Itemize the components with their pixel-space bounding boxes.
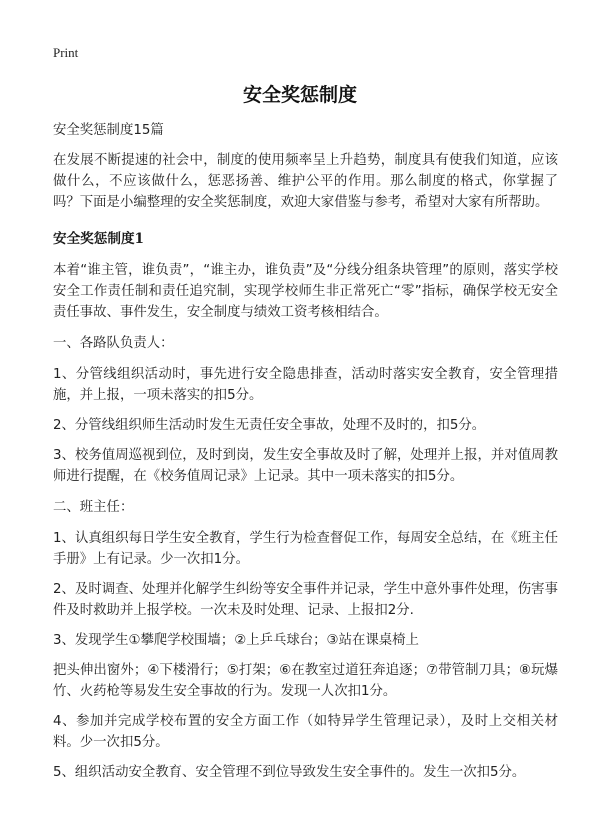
list-item: 1、分管线组织活动时，事先进行安全隐患排查，活动时落实安全教育，安全管理措施，并上报，一项未落实的扣5分。 <box>53 367 558 403</box>
intro-paragraph: 在发展不断提速的社会中，制度的使用频率呈上升趋势，制度具有使我们知道，应该做什么，不应该做什么，惩恶扬善、维护公平的作用。那么制度的格式，你掌握了吗？下面是小编整理的安全奖惩制度，欢迎大家借鉴与参考，希望对大家有所帮助。 <box>53 153 558 210</box>
section-heading: 安全奖惩制度1 <box>53 231 145 247</box>
list-item: 3、发现学生①攀爬学校围墙；②上乒乓球台；③站在课桌椅上 <box>53 633 419 648</box>
list-item: 2、分管线组织师生活动时发生无责任安全事故，处理不及时的，扣5分。 <box>53 418 486 433</box>
list-item: 4、参加并完成学校布置的安全方面工作（如特异学生管理记录），及时上交相关材料。少一次扣5分。 <box>53 714 558 750</box>
list-item: 把头伸出窗外；④下楼滑行；⑤打架；⑥在教室过道狂奔追逐；⑦带管制刀具；⑧玩爆竹、火药枪等易发生安全事故的行为。发现一人次扣1分。 <box>53 663 558 699</box>
part-heading-team-leaders: 一、各路队负责人： <box>53 336 174 351</box>
print-link[interactable]: Print <box>53 45 79 60</box>
document-subtitle: 安全奖惩制度15篇 <box>53 123 164 138</box>
section-intro-paragraph: 本着“谁主管，谁负责”，“谁主办，谁负责”及“分线分组条块管理”的原则，落实学校安全工作责任制和责任追究制，实现学校师生非正常死亡“零”指标，确保学校无安全责任事故、事件发生，安全制度与绩效工资考核相结合。 <box>53 263 558 320</box>
list-item: 3、校务值周巡视到位，及时到岗，发生安全事故及时了解，处理并上报，并对值周教师进行提醒，在《校务值周记录》上记录。其中一项未落实的扣5分。 <box>53 448 558 484</box>
list-item: 1、认真组织每日学生安全教育，学生行为检查督促工作，每周安全总结，在《班主任手册》上有记录。少一次扣1分。 <box>53 531 558 567</box>
list-item: 2、及时调查、处理并化解学生纠纷等安全事件并记录，学生中意外事件处理，伤害事件及时救助并上报学校。一次未及时处理、记录、上报扣2分. <box>53 582 558 618</box>
part-heading-class-teachers: 二、班主任： <box>53 500 134 515</box>
document-title: 安全奖惩制度 <box>242 84 357 106</box>
document-body <box>53 120 558 783</box>
list-item: 5、组织活动安全教育、安全管理不到位导致发生安全事件的。发生一次扣5分。 <box>53 765 526 780</box>
